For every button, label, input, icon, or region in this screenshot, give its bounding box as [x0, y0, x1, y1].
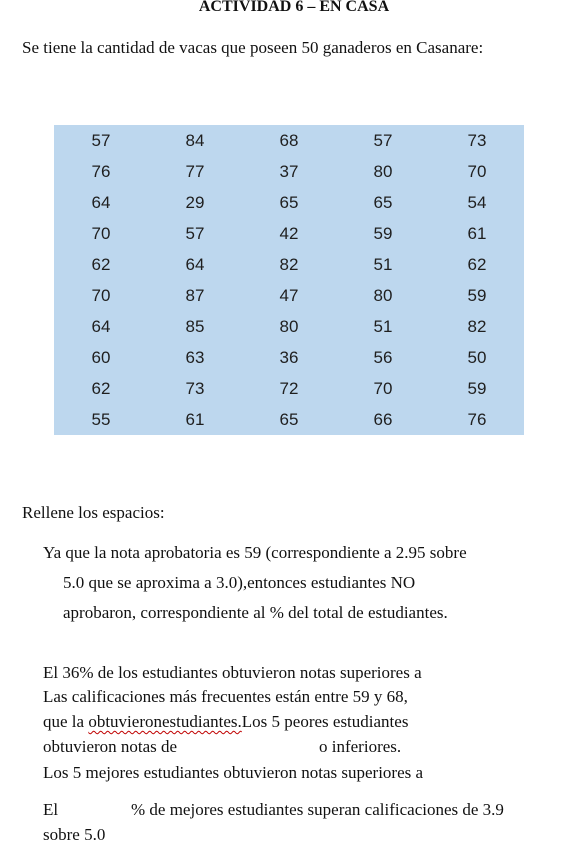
table-cell: 60 — [91, 347, 111, 367]
table-cell: 73 — [185, 378, 205, 398]
table-cell: 36 — [279, 347, 299, 367]
table-cell: 59 — [467, 285, 487, 305]
table-cell: 77 — [185, 161, 205, 181]
para1-line1: Ya que la nota aprobatoria es 59 (correspondiente a 2.95 sobre — [43, 543, 467, 562]
table-cell: 63 — [185, 347, 205, 367]
intro-text: Se tiene la cantidad de vacas que poseen 50 ganaderos en Casanare: — [22, 38, 484, 57]
table-cell: 64 — [185, 254, 205, 274]
table-cell: 57 — [185, 223, 205, 243]
table-cell: 65 — [279, 409, 299, 429]
table-cell: 64 — [91, 316, 111, 336]
para2-line2: Las calificaciones más frecuentes están entre 59 y 68, — [43, 687, 408, 706]
para2-line4-start: obtuvieron notas de — [43, 737, 178, 756]
table-cell: 64 — [91, 192, 111, 212]
para2-line3-end: Los 5 peores estudiantes — [241, 712, 409, 731]
table-cell: 62 — [467, 254, 487, 274]
table-row — [54, 373, 524, 404]
table-cell: 50 — [467, 347, 487, 367]
table-cell: 57 — [91, 130, 111, 150]
table-cell: 80 — [373, 161, 393, 181]
table-cell: 65 — [279, 192, 299, 212]
table-cell: 87 — [185, 285, 205, 305]
table-cell: 57 — [373, 130, 393, 150]
table-cell: 76 — [467, 409, 487, 429]
table-cell: 70 — [91, 285, 111, 305]
table-cell: 68 — [279, 130, 299, 150]
table-cell: 76 — [91, 161, 111, 181]
table-cell: 80 — [373, 285, 393, 305]
spellcheck-flagged-word: obtuvieronestudiantes. — [88, 712, 242, 731]
fill-instructions: Rellene los espacios: — [22, 503, 165, 522]
page-title: ACTIVIDAD 6 – EN CASA — [198, 0, 390, 15]
para2-line4-end: o inferiores. — [319, 737, 402, 756]
table-cell: 42 — [279, 223, 299, 243]
para2-line3-start: que la — [43, 712, 89, 731]
table-row — [54, 311, 524, 342]
table-row — [54, 280, 524, 311]
table-cell: 82 — [279, 254, 299, 274]
para1-line3: aprobaron, correspondiente al % del total de estudiantes. — [63, 603, 448, 622]
table-row — [54, 404, 524, 435]
table-row — [54, 249, 524, 280]
para2-line5: Los 5 mejores estudiantes obtuvieron notas superiores a — [43, 763, 424, 782]
table-row — [54, 218, 524, 249]
table-cell: 59 — [373, 223, 393, 243]
para3-line1-end: % de mejores estudiantes superan calificaciones de 3.9 — [131, 800, 504, 819]
para3-line1-start: El — [43, 800, 59, 819]
cattle-data-table — [54, 125, 524, 435]
para1-line2: 5.0 que se aproxima a 3.0),entonces estudiantes NO — [63, 573, 416, 592]
table-cell: 54 — [467, 192, 487, 212]
table-cell: 62 — [91, 378, 111, 398]
table-cell: 56 — [373, 347, 393, 367]
table-cell: 70 — [467, 161, 487, 181]
table-row — [54, 342, 524, 373]
table-cell: 84 — [185, 130, 205, 150]
table-cell: 80 — [279, 316, 299, 336]
para2-line1: El 36% de los estudiantes obtuvieron notas superiores a — [43, 663, 422, 682]
table-cell: 66 — [373, 409, 393, 429]
table-cell: 65 — [373, 192, 393, 212]
table-cell: 73 — [467, 130, 487, 150]
table-cell: 70 — [91, 223, 111, 243]
table-cell: 51 — [373, 316, 393, 336]
table-row — [54, 156, 524, 187]
table-cell: 70 — [373, 378, 393, 398]
table-cell: 29 — [185, 192, 205, 212]
table-cell: 62 — [91, 254, 111, 274]
para2-line3 — [43, 712, 408, 732]
table-cell: 51 — [373, 254, 393, 274]
para3-line2: sobre 5.0 — [43, 825, 106, 844]
table-cell: 85 — [185, 316, 205, 336]
table-cell: 61 — [467, 223, 487, 243]
table-cell: 47 — [279, 285, 299, 305]
table-cell: 37 — [279, 161, 299, 181]
table-cell: 61 — [185, 409, 205, 429]
table-cell: 59 — [467, 378, 487, 398]
table-cell: 72 — [279, 378, 299, 398]
table-row — [54, 187, 524, 218]
table-cell: 82 — [467, 316, 487, 336]
table-cell: 55 — [91, 409, 111, 429]
table-row — [54, 125, 524, 156]
